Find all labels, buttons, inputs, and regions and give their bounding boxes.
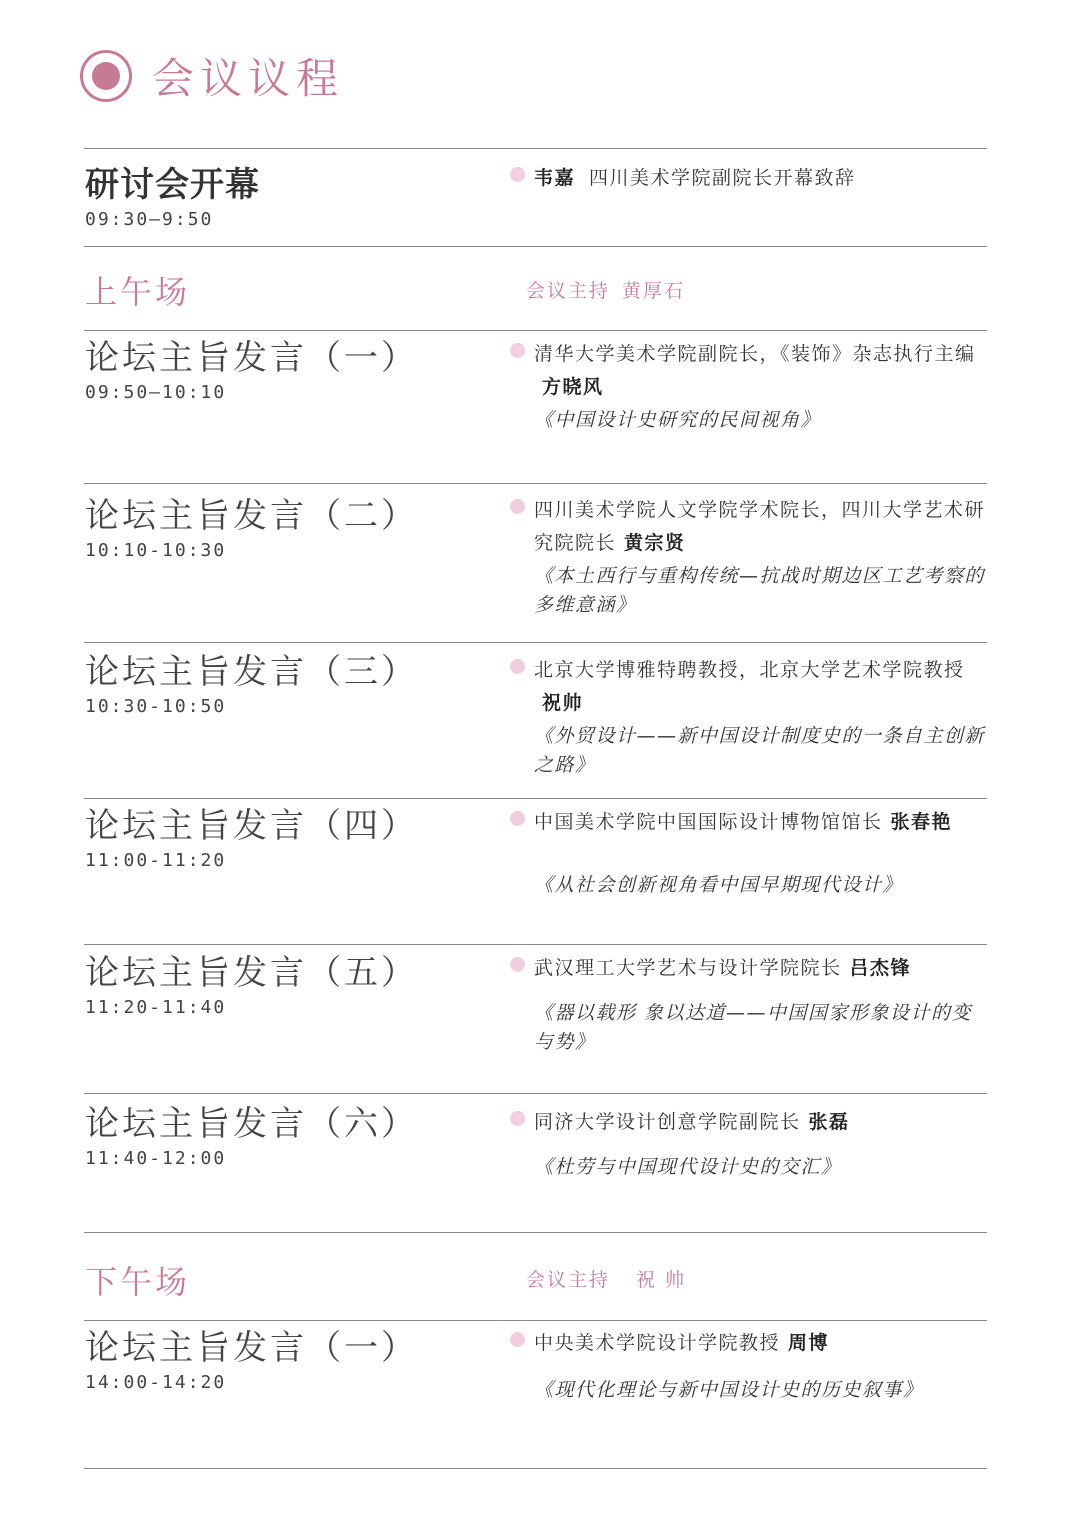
session-block — [85, 953, 418, 1018]
host-name: 祝 帅 — [636, 1269, 687, 1291]
session-topic: 《杜劳与中国现代设计史的交汇》 — [534, 1156, 842, 1178]
speaker-desc: 四川美术学院人文学院学术院长，四川大学艺术研究院院长 — [534, 499, 986, 554]
opening-time: 09:30—9:50 — [85, 209, 214, 230]
speaker-name: 周博 — [788, 1332, 830, 1354]
session-title: 论坛主旨发言（五） — [85, 953, 418, 993]
speaker-name: 吕杰锋 — [849, 957, 912, 979]
speaker-name: 黄宗贤 — [624, 532, 686, 554]
circle-logo-icon — [80, 50, 132, 102]
session-speaker — [510, 1327, 990, 1405]
session-title: 论坛主旨发言（一） — [85, 338, 418, 378]
divider — [84, 1232, 987, 1233]
session-time: 14:00-14:20 — [85, 1372, 227, 1393]
bullet-icon — [510, 659, 525, 674]
opening-title: 研讨会开幕 — [85, 165, 260, 205]
morning-title: 上午场 — [85, 273, 191, 311]
speaker-name: 方晓风 — [542, 376, 604, 398]
divider — [84, 483, 987, 484]
opening-speaker — [510, 162, 990, 195]
bullet-icon — [510, 343, 525, 358]
divider — [84, 642, 987, 643]
bullet-icon — [510, 1332, 525, 1347]
session-speaker — [510, 494, 990, 620]
speaker-name: 张磊 — [808, 1111, 850, 1133]
session-time: 10:30-10:50 — [85, 696, 227, 717]
divider — [84, 330, 987, 331]
session-speaker — [510, 654, 990, 780]
session-topic: 《现代化理论与新中国设计史的历史叙事》 — [534, 1379, 924, 1401]
session-title: 论坛主旨发言（六） — [85, 1104, 418, 1144]
session-speaker — [510, 806, 990, 900]
bullet-icon — [510, 1111, 525, 1126]
divider — [84, 1320, 987, 1321]
speaker-desc: 四川美术学院副院长开幕致辞 — [589, 167, 856, 189]
speaker-name: 张春艳 — [890, 811, 953, 833]
session-topic: 《外贸设计——新中国设计制度史的一条自主创新之路》 — [534, 725, 986, 776]
divider — [84, 1468, 987, 1469]
speaker-name: 韦嘉 — [534, 167, 576, 189]
session-block — [85, 806, 418, 871]
session-speaker — [510, 1106, 990, 1182]
session-time: 10:10-10:30 — [85, 540, 227, 561]
host-label: 会议主持 — [526, 1269, 611, 1291]
page-header — [80, 46, 344, 106]
session-topic: 《器以载形 象以达道——中国国家形象设计的变与势》 — [534, 1002, 973, 1053]
divider — [84, 944, 987, 945]
speaker-desc: 中国美术学院中国国际设计博物馆馆长 — [534, 811, 883, 833]
session-topic: 《从社会创新视角看中国早期现代设计》 — [534, 874, 904, 896]
session-title: 论坛主旨发言（三） — [85, 652, 418, 692]
bullet-icon — [510, 499, 525, 514]
session-speaker — [510, 338, 990, 435]
bullet-icon — [510, 811, 525, 826]
opening-block — [85, 165, 260, 230]
session-speaker — [510, 952, 990, 1057]
session-topic: 《中国设计史研究的民间视角》 — [534, 409, 822, 431]
divider — [84, 798, 987, 799]
speaker-name: 祝帅 — [542, 692, 584, 714]
session-time: 11:00-11:20 — [85, 850, 227, 871]
speaker-desc: 同济大学设计创意学院副院长 — [534, 1111, 801, 1133]
divider — [84, 1093, 987, 1094]
session-title: 论坛主旨发言（二） — [85, 496, 418, 536]
session-block — [85, 496, 418, 561]
afternoon-host — [526, 1265, 686, 1292]
bullet-icon — [510, 957, 525, 972]
session-block — [85, 338, 418, 403]
speaker-desc: 清华大学美术学院副院长，《装饰》杂志执行主编 — [534, 343, 976, 365]
session-title: 论坛主旨发言（一） — [85, 1328, 418, 1368]
host-name: 黄厚石 — [622, 280, 686, 302]
session-block — [85, 1328, 418, 1393]
speaker-desc: 北京大学博雅特聘教授，北京大学艺术学院教授 — [534, 659, 965, 681]
morning-host — [526, 276, 685, 303]
bullet-icon — [510, 167, 525, 182]
session-time: 09:50—10:10 — [85, 382, 227, 403]
session-block — [85, 1104, 418, 1169]
session-title: 论坛主旨发言（四） — [85, 806, 418, 846]
speaker-desc: 武汉理工大学艺术与设计学院院长 — [534, 957, 842, 979]
speaker-desc: 中央美术学院设计学院教授 — [534, 1332, 781, 1354]
session-time: 11:20-11:40 — [85, 997, 227, 1018]
session-block — [85, 652, 418, 717]
session-time: 11:40-12:00 — [85, 1148, 227, 1169]
host-label: 会议主持 — [526, 280, 611, 302]
divider — [84, 246, 987, 247]
session-topic: 《本土西行与重构传统—抗战时期边区工艺考察的多维意涵》 — [534, 565, 986, 616]
afternoon-title: 下午场 — [85, 1263, 191, 1301]
divider — [84, 148, 987, 149]
page-title: 会议议程 — [152, 54, 345, 103]
